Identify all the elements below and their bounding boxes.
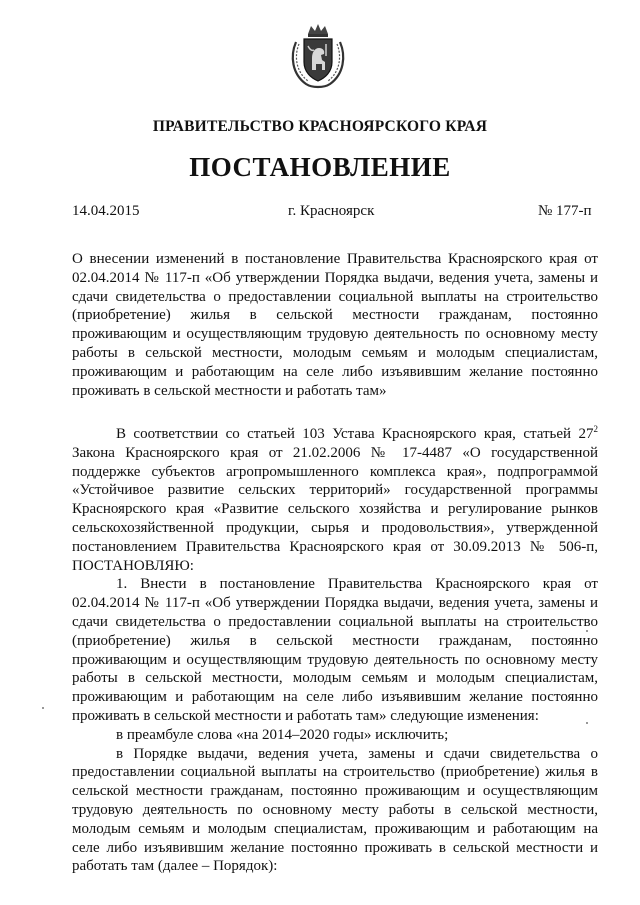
document-body xyxy=(72,425,598,876)
paragraph-procedure-change: в Порядке выдачи, ведения учета, замены и сдачи свидетельства о предоставлении социальной выплаты на строительство (приобретение) жилья в сельской местности гражданам, постоянно проживающим и осуществляющим трудовую деятельность по основному месту работы в сельской местности, молодым семьям и молодым специалистам, проживающим и работающим на селе либо изъявившим желание постоянно проживать в сельской местности и работать там (далее – Порядок): xyxy=(72,745,598,875)
preamble-text-end: Закона Красноярского края от 21.02.2006 № 17-4487 «О государственной поддержке субъектов агропромышленного комплекса края», подпрограммой «Устойчивое развитие сельских территорий» государственной программы Красноярского края «Развитие сельского хозяйства и регулирование рынков сельскохозяйственной продукции, сырья и продовольствия», утвержденной постановлением Правительства Красноярского края от 30.09.2013 № 506-п, ПОСТАНОВЛЯЮ: xyxy=(72,444,598,574)
preamble-text-start: В соответствии со статьей 103 Устава Красноярского края, статьей 27 xyxy=(116,426,594,442)
organization-name: ПРАВИТЕЛЬСТВО КРАСНОЯРСКОГО КРАЯ xyxy=(152,118,488,135)
scan-speck xyxy=(586,722,588,724)
scan-speck xyxy=(586,630,588,632)
paragraph-item-1: 1. Внести в постановление Правительства Красноярского края от 02.04.2014 № 117-п «Об утверждении Порядка выдачи, ведения учета, замены и сдачи свидетельства о предоставлении социальной выплаты на строительство (приобретение) жилья в сельской местности гражданам, постоянно проживающим и осуществляющим трудовую деятельность по основному месту работы в сельской местности, молодым семьям и молодым специалистам, проживающим и работающим на селе либо изъявившим желание постоянно проживать в сельской местности и работать там» следующие изменения: xyxy=(72,576,598,724)
article-superscript: 2 xyxy=(593,424,598,434)
paragraph-preamble xyxy=(72,425,598,575)
document-title: О внесении изменений в постановление Правительства Красноярского края от 02.04.2014 № 117-п «Об утверждении Порядка выдачи, ведения учета, замены и сдачи свидетельства о предоставлении социальной выплаты на строительство (приобретение) жилья в сельской местности гражданам, постоянно проживающим и осуществляющим трудовую деятельность по основному месту работы в сельской местности, молодым семьям и молодым специалистам, проживающим и работающим на селе либо изъявившим желание постоянно проживать в сельской местности и работать там» xyxy=(72,251,598,399)
krasnoyarsk-coat-of-arms-icon xyxy=(288,22,348,90)
document-type: ПОСТАНОВЛЕНИЕ xyxy=(189,152,451,182)
scan-speck xyxy=(42,707,44,709)
document-city: г. Красноярск xyxy=(288,203,375,219)
document-date: 14.04.2015 xyxy=(72,203,140,219)
document-number: № 177-п xyxy=(538,203,592,219)
paragraph-preamble-change: в преамбуле слова «на 2014–2020 годы» исключить; xyxy=(116,726,449,743)
